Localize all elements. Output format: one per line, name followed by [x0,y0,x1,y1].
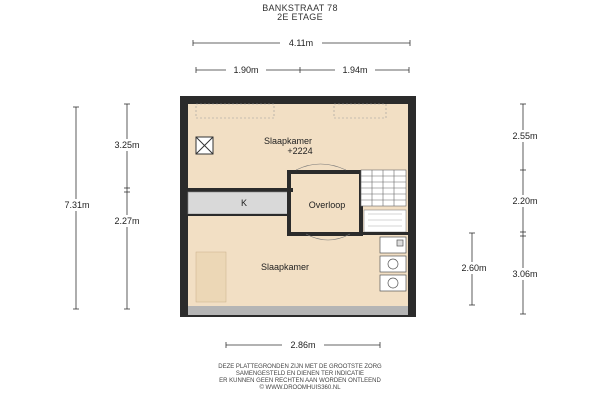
room-k: K [240,198,248,208]
cabinet-k [188,192,288,214]
dim-right-middle: 2.20m [512,196,538,206]
room-slaapkamer-top-height: +2224 [287,146,313,156]
striped-panel [196,252,226,302]
appliances [380,237,406,291]
dim-right-lower: 3.06m [512,269,538,279]
dim-right-inner: 2.60m [461,263,487,273]
disclaimer-line-1: DEZE PLATTEGRONDEN ZIJN MET DE GROOTSTE ZORG [218,364,382,370]
room-overloop: Overloop [308,200,346,210]
room-slaapkamer-bottom: Slaapkamer [260,262,310,272]
dim-top-right: 1.94m [342,65,368,75]
dim-left-lower: 2.27m [114,216,140,226]
bottom-strip [188,306,408,315]
stair-railing [364,210,406,232]
disclaimer-line-3: ER KUNNEN GEEN RECHTEN AAN WORDEN ONTLEEND [219,378,381,384]
dim-left-total: 7.31m [64,200,90,210]
stairs [361,170,406,206]
dim-top-left: 1.90m [233,65,259,75]
wall-upper [188,188,293,192]
disclaimer-line-4: © WWW.DROOMHUIS360.NL [259,385,341,391]
shaft-box [196,137,213,154]
dim-bottom: 2.86m [290,340,316,350]
dim-left-upper: 3.25m [114,140,140,150]
wall-k-bottom [188,214,288,216]
dim-top-total: 4.11m [288,38,314,48]
disclaimer [0,364,600,392]
disclaimer-line-2: SAMENGESTELD EN DIENEN TER INDICATIE [235,371,365,377]
dim-right-upper: 2.55m [512,131,538,141]
room-slaapkamer-top: Slaapkamer [263,136,313,146]
floor-title: 2E ETAGE [277,12,323,22]
wall-right [361,232,408,235]
address-title: BANKSTRAAT 78 [262,3,338,13]
